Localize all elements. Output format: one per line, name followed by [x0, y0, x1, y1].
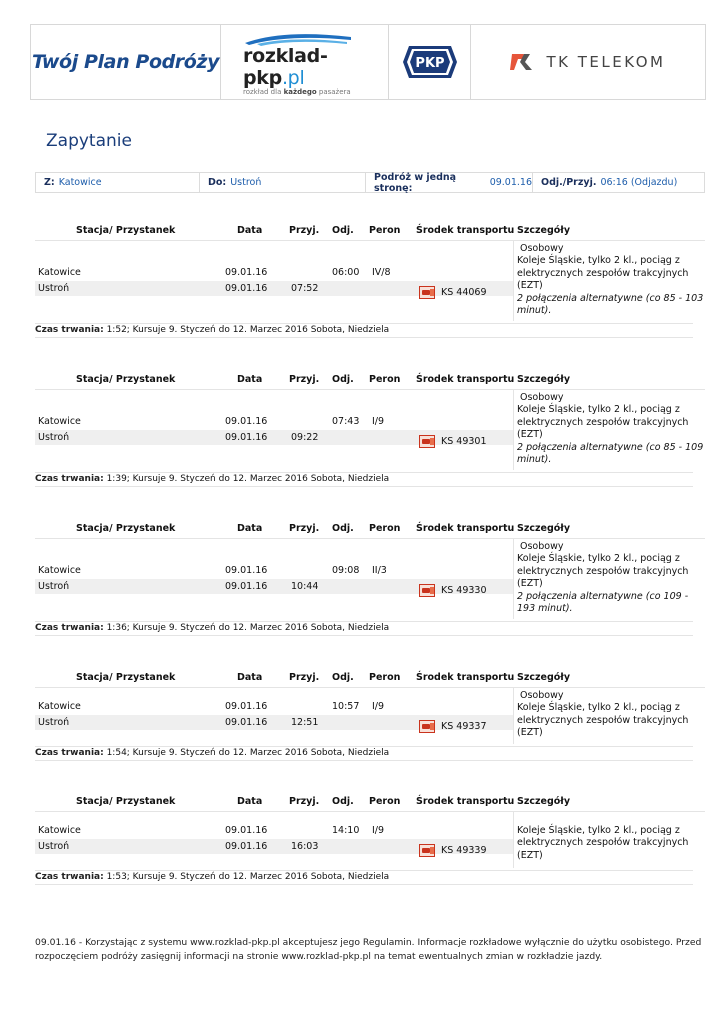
station-name: Ustroń: [38, 432, 70, 443]
header-departure: Odj.: [332, 225, 354, 236]
row-arrival: 07:52: [291, 283, 319, 294]
row-platform: I/9: [372, 825, 385, 836]
row-date: 09.01.16: [225, 565, 268, 576]
header-platform: Peron: [369, 374, 401, 385]
alternatives-note: 2 połączenia alternatywne (co 109 - 193 minut).: [517, 590, 689, 615]
rozklad-tld-text: .pl: [281, 66, 305, 89]
details-cell: [517, 541, 707, 615]
row-departure: 14:10: [332, 825, 360, 836]
header-arrival: Przyj.: [289, 225, 320, 236]
tagline-bold: każdego: [283, 87, 317, 96]
header-transport: Środek transportu: [416, 672, 515, 683]
details-cell: [517, 243, 707, 317]
header-station: Stacja/ Przystanek: [76, 796, 176, 807]
to-label: Do:: [208, 177, 227, 188]
header-station: Stacja/ Przystanek: [76, 225, 176, 236]
rozklad-tagline: [243, 88, 351, 96]
header-departure: Odj.: [332, 374, 354, 385]
connection-header: [35, 224, 705, 240]
header-details: Szczegóły: [517, 374, 571, 385]
row-date: 09.01.16: [225, 717, 268, 728]
row-departure: 09:08: [332, 565, 360, 576]
footer-disclaimer: 09.01.16 - Korzystając z systemu www.rozklad-pkp.pl akceptujesz jego Regulamin. Informacje rozkładowe wyłącznie do użytku osobistego. Przed rozpoczęciem podróży zasięgnij informacji na stronie www.rozklad-pkp.pl na temat ewentualnych zmian w rozkładzie jazdy.: [35, 937, 702, 962]
train-number[interactable]: KS 49337: [441, 721, 487, 732]
pkp-logo: [389, 25, 471, 99]
table-row: [35, 823, 513, 838]
header-platform: Peron: [369, 796, 401, 807]
plan-logo-text: Twój Plan Podróży: [31, 51, 220, 73]
duration-label: Czas trwania:: [35, 474, 104, 484]
tk-telekom-logo: [471, 25, 705, 99]
row-arrival: 16:03: [291, 841, 319, 852]
tagline-post: pasażera: [318, 87, 351, 96]
header-transport: Środek transportu: [416, 374, 515, 385]
duration-value: 1:53; Kursuje 9. Styczeń do 12. Marzec 2016 Sobota, Niedziela: [106, 872, 390, 882]
header-details: Szczegóły: [517, 672, 571, 683]
pkp-logo-text: PKP: [414, 56, 445, 71]
train-icon: [419, 435, 435, 448]
duration-label: Czas trwania:: [35, 325, 104, 335]
header-details: Szczegóły: [517, 523, 571, 534]
tagline-pre: rozkład dla: [243, 87, 282, 96]
train-icon: [419, 844, 435, 857]
table-row: [35, 414, 513, 429]
header-date: Data: [237, 523, 263, 534]
header-platform: Peron: [369, 523, 401, 534]
train-category: Osobowy: [520, 392, 564, 403]
transport-cell: [419, 584, 487, 597]
row-platform: IV/8: [372, 267, 391, 278]
alternatives-note: 2 połączenia alternatywne (co 85 - 103 minut).: [517, 292, 704, 317]
row-date: 09.01.16: [225, 825, 268, 836]
header-station: Stacja/ Przystanek: [76, 523, 176, 534]
header-arrival: Przyj.: [289, 523, 320, 534]
row-platform: II/3: [372, 565, 387, 576]
header-departure: Odj.: [332, 672, 354, 683]
to-value: Ustroń: [230, 177, 262, 188]
table-row: [35, 563, 513, 578]
header-station: Stacja/ Przystanek: [76, 374, 176, 385]
row-platform: I/9: [372, 701, 385, 712]
row-date: 09.01.16: [225, 432, 268, 443]
station-name: Katowice: [38, 701, 81, 712]
query-trip: [366, 173, 533, 192]
from-label: Z:: [44, 177, 55, 188]
logo-bar: [30, 24, 706, 100]
duration-row: [35, 870, 693, 885]
duration-row: [35, 323, 693, 338]
row-date: 09.01.16: [225, 283, 268, 294]
row-date: 09.01.16: [225, 701, 268, 712]
query-departure: [533, 173, 704, 192]
row-departure: 10:57: [332, 701, 360, 712]
train-number[interactable]: KS 49301: [441, 436, 487, 447]
station-name: Ustroń: [38, 841, 70, 852]
station-name: Ustroń: [38, 717, 70, 728]
station-name: Katowice: [38, 267, 81, 278]
details-cell: [517, 690, 707, 740]
trip-value: 09.01.16: [489, 177, 532, 188]
tk-logo-text: TK TELEKOM: [546, 53, 666, 71]
table-row: [35, 699, 513, 714]
alternatives-note: 2 połączenia alternatywne (co 85 - 109 minut).: [517, 441, 704, 466]
header-arrival: Przyj.: [289, 374, 320, 385]
header-date: Data: [237, 374, 263, 385]
trip-label: Podróż w jedną stronę:: [374, 171, 457, 194]
tk-mark-icon: [510, 50, 538, 74]
station-name: Katowice: [38, 416, 81, 427]
rozklad-pkp-logo: [221, 25, 389, 99]
header-station: Stacja/ Przystanek: [76, 672, 176, 683]
header-details: Szczegóły: [517, 796, 571, 807]
train-icon: [419, 286, 435, 299]
row-departure: 06:00: [332, 267, 360, 278]
station-name: Katowice: [38, 825, 81, 836]
header-platform: Peron: [369, 225, 401, 236]
connection-header: [35, 373, 705, 389]
header-date: Data: [237, 796, 263, 807]
from-value: Katowice: [58, 177, 102, 188]
row-date: 09.01.16: [225, 841, 268, 852]
duration-value: 1:39; Kursuje 9. Styczeń do 12. Marzec 2016 Sobota, Niedziela: [106, 474, 390, 484]
header-arrival: Przyj.: [289, 796, 320, 807]
twoj-plan-podrozy-logo: [31, 25, 221, 99]
dep-value: 06:16 (Odjazdu): [600, 177, 678, 188]
row-arrival: 10:44: [291, 581, 319, 592]
details-cell: [517, 825, 707, 862]
header-transport: Środek transportu: [416, 523, 515, 534]
station-name: Katowice: [38, 565, 81, 576]
duration-label: Czas trwania:: [35, 872, 104, 882]
duration-value: 1:52; Kursuje 9. Styczeń do 12. Marzec 2016 Sobota, Niedziela: [106, 325, 390, 335]
duration-row: [35, 746, 693, 761]
header-date: Data: [237, 672, 263, 683]
dep-label: Odj./Przyj.: [541, 177, 597, 188]
train-number[interactable]: KS 49330: [441, 585, 487, 596]
row-date: 09.01.16: [225, 416, 268, 427]
train-details: Koleje Śląskie, tylko 2 kl., pociąg z elektrycznych zespołów trakcyjnych (EZT): [517, 825, 689, 861]
train-details: Koleje Śląskie, tylko 2 kl., pociąg z elektrycznych zespołów trakcyjnych (EZT): [517, 553, 689, 590]
transport-cell: [419, 720, 487, 733]
header-transport: Środek transportu: [416, 225, 515, 236]
train-details: Koleje Śląskie, tylko 2 kl., pociąg z elektrycznych zespołów trakcyjnych (EZT): [517, 255, 689, 292]
duration-label: Czas trwania:: [35, 748, 104, 758]
row-date: 09.01.16: [225, 581, 268, 592]
query-to: [200, 173, 366, 192]
connection-header: [35, 795, 705, 811]
train-number[interactable]: KS 44069: [441, 287, 487, 298]
query-summary: [35, 172, 705, 193]
duration-value: 1:54; Kursuje 9. Styczeń do 12. Marzec 2016 Sobota, Niedziela: [106, 748, 390, 758]
duration-value: 1:36; Kursuje 9. Styczeń do 12. Marzec 2016 Sobota, Niedziela: [106, 623, 390, 633]
header-departure: Odj.: [332, 523, 354, 534]
transport-cell: [419, 435, 487, 448]
row-arrival: 09:22: [291, 432, 319, 443]
details-cell: [517, 392, 707, 466]
header-transport: Środek transportu: [416, 796, 515, 807]
table-row: [35, 265, 513, 280]
transport-cell: [419, 844, 487, 857]
transport-cell: [419, 286, 487, 299]
train-number[interactable]: KS 49339: [441, 845, 487, 856]
rozklad-main-text: rozklad-pkp: [243, 44, 328, 89]
station-name: Ustroń: [38, 581, 70, 592]
train-category: Osobowy: [520, 690, 564, 701]
rozklad-logo-text: [243, 45, 388, 89]
duration-row: [35, 621, 693, 636]
row-date: 09.01.16: [225, 267, 268, 278]
train-category: Osobowy: [520, 243, 564, 254]
train-icon: [419, 584, 435, 597]
duration-label: Czas trwania:: [35, 623, 104, 633]
header-departure: Odj.: [332, 796, 354, 807]
header-platform: Peron: [369, 672, 401, 683]
connection-header: [35, 671, 705, 687]
header-date: Data: [237, 225, 263, 236]
query-from: [36, 173, 200, 192]
pkp-logo-icon: [401, 44, 459, 80]
train-details: Koleje Śląskie, tylko 2 kl., pociąg z elektrycznych zespołów trakcyjnych (EZT): [517, 404, 689, 441]
row-arrival: 12:51: [291, 717, 319, 728]
row-platform: I/9: [372, 416, 385, 427]
train-details: Koleje Śląskie, tylko 2 kl., pociąg z elektrycznych zespołów trakcyjnych (EZT): [517, 702, 689, 739]
station-name: Ustroń: [38, 283, 70, 294]
duration-row: [35, 472, 693, 487]
row-departure: 07:43: [332, 416, 360, 427]
page-title: Zapytanie: [46, 131, 132, 151]
header-details: Szczegóły: [517, 225, 571, 236]
train-category: Osobowy: [520, 541, 564, 552]
connection-header: [35, 522, 705, 538]
train-icon: [419, 720, 435, 733]
header-arrival: Przyj.: [289, 672, 320, 683]
